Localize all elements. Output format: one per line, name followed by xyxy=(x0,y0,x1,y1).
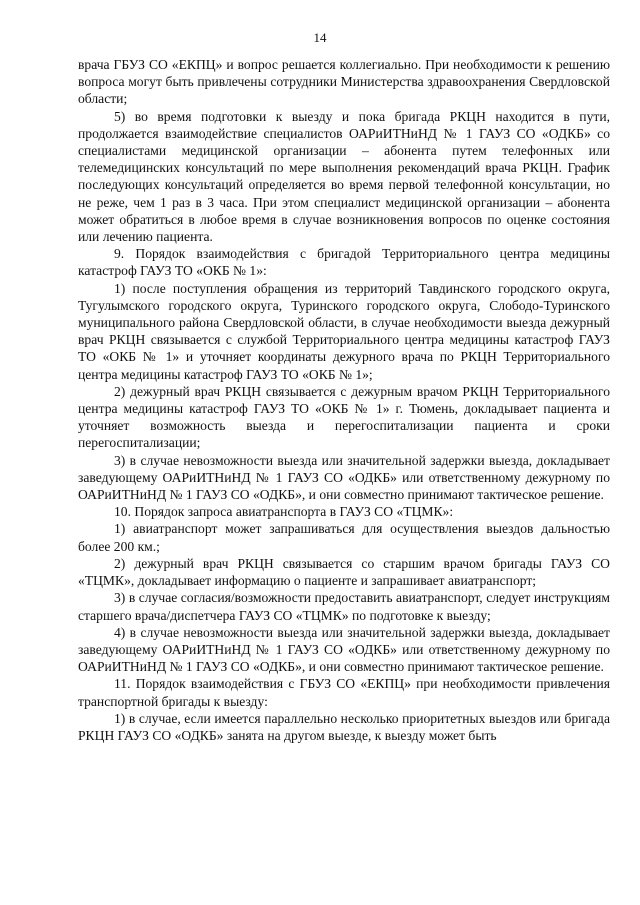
paragraph-9-item-1: 1) после поступления обращения из территорий Тавдинского городского округа, Тугулымского городского округа, Туринского городского округа, Слободо-Туринского муниципального района Свердловской области, в случае необходимости выезда дежурный врач РКЦН связывается с службой Территориального центра медицины катастроф ГАУЗ ТО «ОКБ № 1» и уточняет координаты дежурного врача по РКЦН Территориального центра медицины катастроф ГАУЗ ТО «ОКБ № 1»; xyxy=(78,280,610,382)
paragraph-10-item-4: 4) в случае невозможности выезда или значительной задержки выезда, докладывает заведующему ОАРиИТНиНД № 1 ГАУЗ СО «ОДКБ» или ответственному дежурному по ОАРиИТНиНД № 1 ГАУЗ СО «ОДКБ», и они совместно принимают тактическое решение. xyxy=(78,624,610,675)
paragraph-item-5: 5) во время подготовки к выезду и пока бригада РКЦН находится в пути, продолжается взаимодействие специалистов ОАРиИТНиНД № 1 ГАУЗ СО «ОДКБ» со специалистами медицинской организации – абонента путем телефонных или телемедицинских консультаций по мере выполнения рекомендаций врача РКЦН. График последующих консультаций определяется во время первой телефонной консультации, но не реже, чем 1 раз в 3 часа. При этом специалист медицинской организации – абонента может обратиться в любое время в случае возникновения вопросов по оценке состояния или лечению пациента. xyxy=(78,108,610,245)
paragraph-10-item-2: 2) дежурный врач РКЦН связывается со старшим врачом бригады ГАУЗ СО «ТЦМК», докладывает информацию о пациенте и запрашивает авиатранспорт; xyxy=(78,555,610,589)
paragraph-9-item-3: 3) в случае невозможности выезда или значительной задержки выезда, докладывает заведующему ОАРиИТНиНД № 1 ГАУЗ СО «ОДКБ» или ответственному дежурному по ОАРиИТНиНД № 1 ГАУЗ СО «ОДКБ», и они совместно принимают тактическое решение. xyxy=(78,452,610,503)
paragraph-10-item-3: 3) в случае согласия/возможности предоставить авиатранспорт, следует инструкциям старшего врача/диспетчера ГАУЗ СО «ТЦМК» по подготовке к выезду; xyxy=(78,590,610,623)
paragraph-9-item-2: 2) дежурный врач РКЦН связывается с дежурным врачом РКЦН Территориального центра медицины катастроф ГАУЗ ТО «ОКБ № 1» г. Тюмень, докладывает пациента и уточняет возможность выезда и перегоспитализации пациента и сроки перегоспитализации; xyxy=(78,383,610,451)
paragraph-continuation: врача ГБУЗ СО «ЕКПЦ» и вопрос решается коллегиально. При необходимости к решению вопроса могут быть привлечены сотрудники Министерства здравоохранения Свердловской области; xyxy=(78,57,610,107)
section-heading-9: 9. Порядок взаимодействия с бригадой Территориального центра медицины катастроф ГАУЗ ТО «ОКБ № 1»: xyxy=(78,246,610,279)
page-number: 14 xyxy=(313,30,327,45)
paragraph-10-item-1: 1) авиатранспорт может запрашиваться для осуществления выездов дальностью более 200 км.; xyxy=(78,521,610,554)
paragraph-11-item-1: 1) в случае, если имеется параллельно несколько приоритетных выездов или бригада РКЦН ГАУЗ СО «ОДКБ» занята на другом выезде, к выезду может быть xyxy=(78,710,610,743)
body-text xyxy=(78,56,610,744)
section-heading-11: 11. Порядок взаимодействия с ГБУЗ СО «ЕКПЦ» при необходимости привлечения транспортной бригады к выезду: xyxy=(78,676,610,709)
section-heading-10: 10. Порядок запроса авиатранспорта в ГАУЗ СО «ТЦМК»: xyxy=(114,504,454,520)
